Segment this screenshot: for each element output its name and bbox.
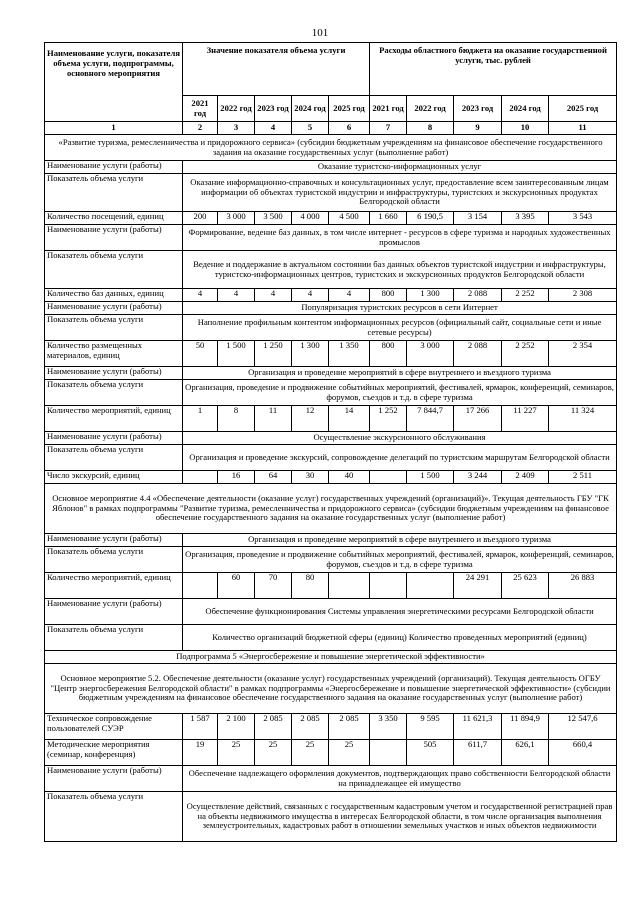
- data-row: [45, 471, 617, 484]
- volume-value-cell: [183, 573, 218, 599]
- row-description: Осуществление действий, связанных с государственным кадастровым учетом и государственной регистрацией прав на объекты недвижимого имущества в интересах Белгородской области, в том числе организация выполнения землеустроительных, кадастровых работ в отношении земельных участков и иных объектов недвижимости: [183, 792, 617, 842]
- column-number: 5: [292, 122, 329, 135]
- expense-value-cell: 7 844,7: [407, 406, 454, 432]
- expense-value-cell: 11 621,3: [454, 714, 502, 740]
- header-expense-year: 2024 год: [502, 96, 549, 122]
- label-row: [45, 302, 617, 315]
- header-expense-year: 2021 год: [370, 96, 407, 122]
- row-description: Наполнение профильным контентом информационных ресурсов (официальный сайт, социальные сети и иные сетевые ресурсы): [183, 315, 617, 341]
- expense-value-cell: 1 500: [407, 471, 454, 484]
- expense-value-cell: 2 511: [549, 471, 617, 484]
- header-value-year: 2023 год: [255, 96, 292, 122]
- row-description: Организация и проведение мероприятий в сфере внутреннего и въездного туризма: [183, 534, 617, 547]
- label-row: [45, 174, 617, 212]
- volume-value-cell: 14: [329, 406, 370, 432]
- label-row: [45, 225, 617, 251]
- volume-value-cell: 70: [255, 573, 292, 599]
- volume-value-cell: 25: [329, 740, 370, 766]
- row-label: Количество мероприятий, единиц: [45, 406, 183, 432]
- expense-value-cell: 505: [407, 740, 454, 766]
- row-label: Наименование услуги (работы): [45, 599, 183, 625]
- row-description: Организация, проведение и продвижение событийных мероприятий, фестивалей, ярмарок, конференций, семинаров, форумов, съездов и т.д. в сфере туризма: [183, 547, 617, 573]
- expense-value-cell: 26 883: [549, 573, 617, 599]
- document-sheet: [44, 42, 616, 842]
- section-title: Основное мероприятие 5.2. Обеспечение деятельности (оказание услуг) государственных учреждений (организаций). Текущая деятельность ОГБУ "Центр энергосбережения Белгородской области" в рамках подпрограммы «Энергосбережение и повышение энергетической эффективности» (субсидии бюджетным учреждениям на финансовое обеспечение государственного задания на оказание государственных услуг (выполнение работ): [45, 664, 617, 714]
- expense-value-cell: 25 623: [502, 573, 549, 599]
- expense-value-cell: 6 190,5: [407, 212, 454, 225]
- section-row: [45, 484, 617, 534]
- expense-value-cell: 3 543: [549, 212, 617, 225]
- volume-value-cell: 16: [218, 471, 255, 484]
- row-description: Оказание туристско-информационных услуг: [183, 161, 617, 174]
- expense-value-cell: 9 595: [407, 714, 454, 740]
- volume-value-cell: 200: [183, 212, 218, 225]
- header-service-name: Наименование услуги, показателя объема услуги, подпрограммы, основного мероприятия: [45, 43, 183, 122]
- expense-value-cell: [370, 471, 407, 484]
- label-row: [45, 161, 617, 174]
- expense-value-cell: 2 088: [454, 341, 502, 367]
- row-description: Осуществление экскурсионного обслуживания: [183, 432, 617, 445]
- section-title: «Развитие туризма, ремесленничества и придорожного сервиса» (субсидии бюджетным учреждениям на финансовое обеспечение государственного задания на оказание государственных услуг (выполнение работ): [45, 135, 617, 161]
- volume-value-cell: 4: [255, 289, 292, 302]
- volume-value-cell: 2 085: [329, 714, 370, 740]
- row-label: Показатель объема услуги: [45, 251, 183, 289]
- section-row: [45, 135, 617, 161]
- row-label: Наименование услуги (работы): [45, 161, 183, 174]
- expense-value-cell: 2 354: [549, 341, 617, 367]
- section-title: Подпрограмма 5 «Энергосбережение и повышение энергетической эффективности»: [45, 651, 617, 664]
- data-row: [45, 714, 617, 740]
- data-row: [45, 573, 617, 599]
- data-row: [45, 289, 617, 302]
- data-row: [45, 406, 617, 432]
- volume-value-cell: 25: [255, 740, 292, 766]
- volume-value-cell: 80: [292, 573, 329, 599]
- expense-value-cell: 3 350: [370, 714, 407, 740]
- row-label: Количество посещений, единиц: [45, 212, 183, 225]
- volume-value-cell: 30: [292, 471, 329, 484]
- row-description: Организация, проведение и продвижение событийных мероприятий, фестивалей, ярмарок, конференций, семинаров, форумов, съездов и т.д. в сфере туризма: [183, 380, 617, 406]
- expense-value-cell: 1 252: [370, 406, 407, 432]
- row-label: Показатель объема услуги: [45, 174, 183, 212]
- expense-value-cell: 800: [370, 289, 407, 302]
- row-description: Ведение и поддержание в актуальном состоянии баз данных объектов туристской индустрии и инфраструктуры, туристско-информационных центров, туристских и экскурсионных продуктов Белгородской области: [183, 251, 617, 289]
- volume-value-cell: 4 500: [329, 212, 370, 225]
- volume-value-cell: 3 000: [218, 212, 255, 225]
- header-value-year: 2024 год: [292, 96, 329, 122]
- volume-value-cell: [329, 573, 370, 599]
- expense-value-cell: 3 154: [454, 212, 502, 225]
- row-label: Техническое сопровождение пользователей СУЭР: [45, 714, 183, 740]
- section-title: Основное мероприятие 4.4 «Обеспечение деятельности (оказание услуг) государственных учреждений (организаций)». Текущая деятельность ГБУ "ГК Яблонов" в рамках подпрограммы "Развитие туризма, ремесленничества и придорожного сервиса» (субсидии бюджетным учреждениям на финансовое обеспечение государственного задания на оказание государственных услуг (выполнение работ): [45, 484, 617, 534]
- volume-value-cell: 1 250: [255, 341, 292, 367]
- volume-value-cell: 25: [218, 740, 255, 766]
- expense-value-cell: 17 266: [454, 406, 502, 432]
- row-label: Наименование услуги (работы): [45, 302, 183, 315]
- label-row: [45, 792, 617, 842]
- data-row: [45, 212, 617, 225]
- volume-value-cell: 1 587: [183, 714, 218, 740]
- label-row: [45, 547, 617, 573]
- column-number: 2: [183, 122, 218, 135]
- row-label: Число экскурсий, единиц: [45, 471, 183, 484]
- expense-value-cell: 2 088: [454, 289, 502, 302]
- header-expenses-group: Расходы областного бюджета на оказание государственной услуги, тыс. рублей: [370, 43, 617, 96]
- header-expense-year: 2023 год: [454, 96, 502, 122]
- row-label: Методические мероприятия (семинар, конференция): [45, 740, 183, 766]
- expense-value-cell: 2 252: [502, 341, 549, 367]
- row-description: Организация и проведение экскурсий, сопровождение делегаций по туристским маршрутам Белгородской области: [183, 445, 617, 471]
- expense-value-cell: 3 000: [407, 341, 454, 367]
- volume-value-cell: 4: [292, 289, 329, 302]
- row-label: Количество баз данных, единиц: [45, 289, 183, 302]
- volume-value-cell: 4: [329, 289, 370, 302]
- section-row: [45, 651, 617, 664]
- expense-value-cell: 1 300: [407, 289, 454, 302]
- row-label: Количество размещенных материалов, единиц: [45, 341, 183, 367]
- expense-value-cell: [370, 573, 407, 599]
- expense-value-cell: 2 409: [502, 471, 549, 484]
- label-row: [45, 625, 617, 651]
- volume-value-cell: 64: [255, 471, 292, 484]
- volume-value-cell: 4: [218, 289, 255, 302]
- volume-value-cell: 1 500: [218, 341, 255, 367]
- volume-value-cell: 1: [183, 406, 218, 432]
- expense-value-cell: 1 660: [370, 212, 407, 225]
- volume-value-cell: 12: [292, 406, 329, 432]
- volume-value-cell: 2 085: [255, 714, 292, 740]
- volume-value-cell: 2 100: [218, 714, 255, 740]
- column-number: 3: [218, 122, 255, 135]
- expense-value-cell: 12 547,6: [549, 714, 617, 740]
- volume-value-cell: 1 300: [292, 341, 329, 367]
- expense-value-cell: 11 894,9: [502, 714, 549, 740]
- page-number: 101: [311, 27, 329, 39]
- expense-value-cell: 11 227: [502, 406, 549, 432]
- expense-value-cell: 24 291: [454, 573, 502, 599]
- expense-value-cell: 11 324: [549, 406, 617, 432]
- row-label: Наименование услуги (работы): [45, 367, 183, 380]
- label-row: [45, 432, 617, 445]
- expense-value-cell: 611,7: [454, 740, 502, 766]
- label-row: [45, 445, 617, 471]
- expense-value-cell: 660,4: [549, 740, 617, 766]
- column-number: 10: [502, 122, 549, 135]
- row-description: Популяризация туристских ресурсов в сети Интернет: [183, 302, 617, 315]
- row-label: Показатель объема услуги: [45, 547, 183, 573]
- row-label: Наименование услуги (работы): [45, 225, 183, 251]
- header-value-year: 2025 год: [329, 96, 370, 122]
- expense-value-cell: 626,1: [502, 740, 549, 766]
- volume-value-cell: 40: [329, 471, 370, 484]
- label-row: [45, 380, 617, 406]
- row-description: Организация и проведение мероприятий в сфере внутреннего и въездного туризма: [183, 367, 617, 380]
- volume-value-cell: 50: [183, 341, 218, 367]
- row-label: Показатель объема услуги: [45, 445, 183, 471]
- row-label: Количество мероприятий, единиц: [45, 573, 183, 599]
- expense-value-cell: 2 252: [502, 289, 549, 302]
- header-values-group: Значение показателя объема услуги: [183, 43, 370, 96]
- column-number: 8: [407, 122, 454, 135]
- volume-value-cell: 19: [183, 740, 218, 766]
- expense-value-cell: [407, 573, 454, 599]
- column-number: 1: [45, 122, 183, 135]
- volume-value-cell: [183, 471, 218, 484]
- expense-value-cell: [370, 740, 407, 766]
- row-description: Оказание информационно-справочных и консультационных услуг, предоставление всем заинтересованным лицам информации об объектах туристской индустрии и инфраструктуры, туристских и экскурсионных продуктах Белгородской области: [183, 174, 617, 212]
- volume-value-cell: 4: [183, 289, 218, 302]
- row-label: Показатель объема услуги: [45, 315, 183, 341]
- row-label: Наименование услуги (работы): [45, 432, 183, 445]
- label-row: [45, 766, 617, 792]
- column-number: 6: [329, 122, 370, 135]
- column-number: 11: [549, 122, 617, 135]
- label-row: [45, 534, 617, 547]
- data-row: [45, 740, 617, 766]
- data-row: [45, 341, 617, 367]
- label-row: [45, 251, 617, 289]
- column-number: 7: [370, 122, 407, 135]
- label-row: [45, 367, 617, 380]
- volume-value-cell: 25: [292, 740, 329, 766]
- row-description: Обеспечение функционирования Системы управления энергетическими ресурсами Белгородской области: [183, 599, 617, 625]
- label-row: [45, 315, 617, 341]
- row-label: Показатель объема услуги: [45, 625, 183, 651]
- row-description: Формирование, ведение баз данных, в том числе интернет - ресурсов в сфере туризма и народных художественных промыслов: [183, 225, 617, 251]
- row-description: Количество организаций бюджетной сферы (единиц) Количество проведенных мероприятий (единиц): [183, 625, 617, 651]
- volume-value-cell: 1 350: [329, 341, 370, 367]
- label-row: [45, 599, 617, 625]
- volume-value-cell: 3 500: [255, 212, 292, 225]
- volume-value-cell: 4 000: [292, 212, 329, 225]
- volume-value-cell: 8: [218, 406, 255, 432]
- row-label: Наименование услуги (работы): [45, 534, 183, 547]
- expense-value-cell: 3 395: [502, 212, 549, 225]
- row-label: Наименование услуги (работы): [45, 766, 183, 792]
- service-volume-table: [44, 42, 617, 842]
- header-expense-year: 2022 год: [407, 96, 454, 122]
- volume-value-cell: 2 085: [292, 714, 329, 740]
- volume-value-cell: 11: [255, 406, 292, 432]
- column-number: 9: [454, 122, 502, 135]
- row-label: Показатель объема услуги: [45, 792, 183, 842]
- expense-value-cell: 3 244: [454, 471, 502, 484]
- header-value-year: 2021 год: [183, 96, 218, 122]
- header-expense-year: 2025 год: [549, 96, 617, 122]
- row-description: Обеспечение надлежащего оформления документов, подтверждающих право собственности Белгородской области на принадлежащее ей имущество: [183, 766, 617, 792]
- volume-value-cell: 60: [218, 573, 255, 599]
- section-row: [45, 664, 617, 714]
- expense-value-cell: 800: [370, 341, 407, 367]
- header-value-year: 2022 год: [218, 96, 255, 122]
- expense-value-cell: 2 308: [549, 289, 617, 302]
- row-label: Показатель объема услуги: [45, 380, 183, 406]
- column-number: 4: [255, 122, 292, 135]
